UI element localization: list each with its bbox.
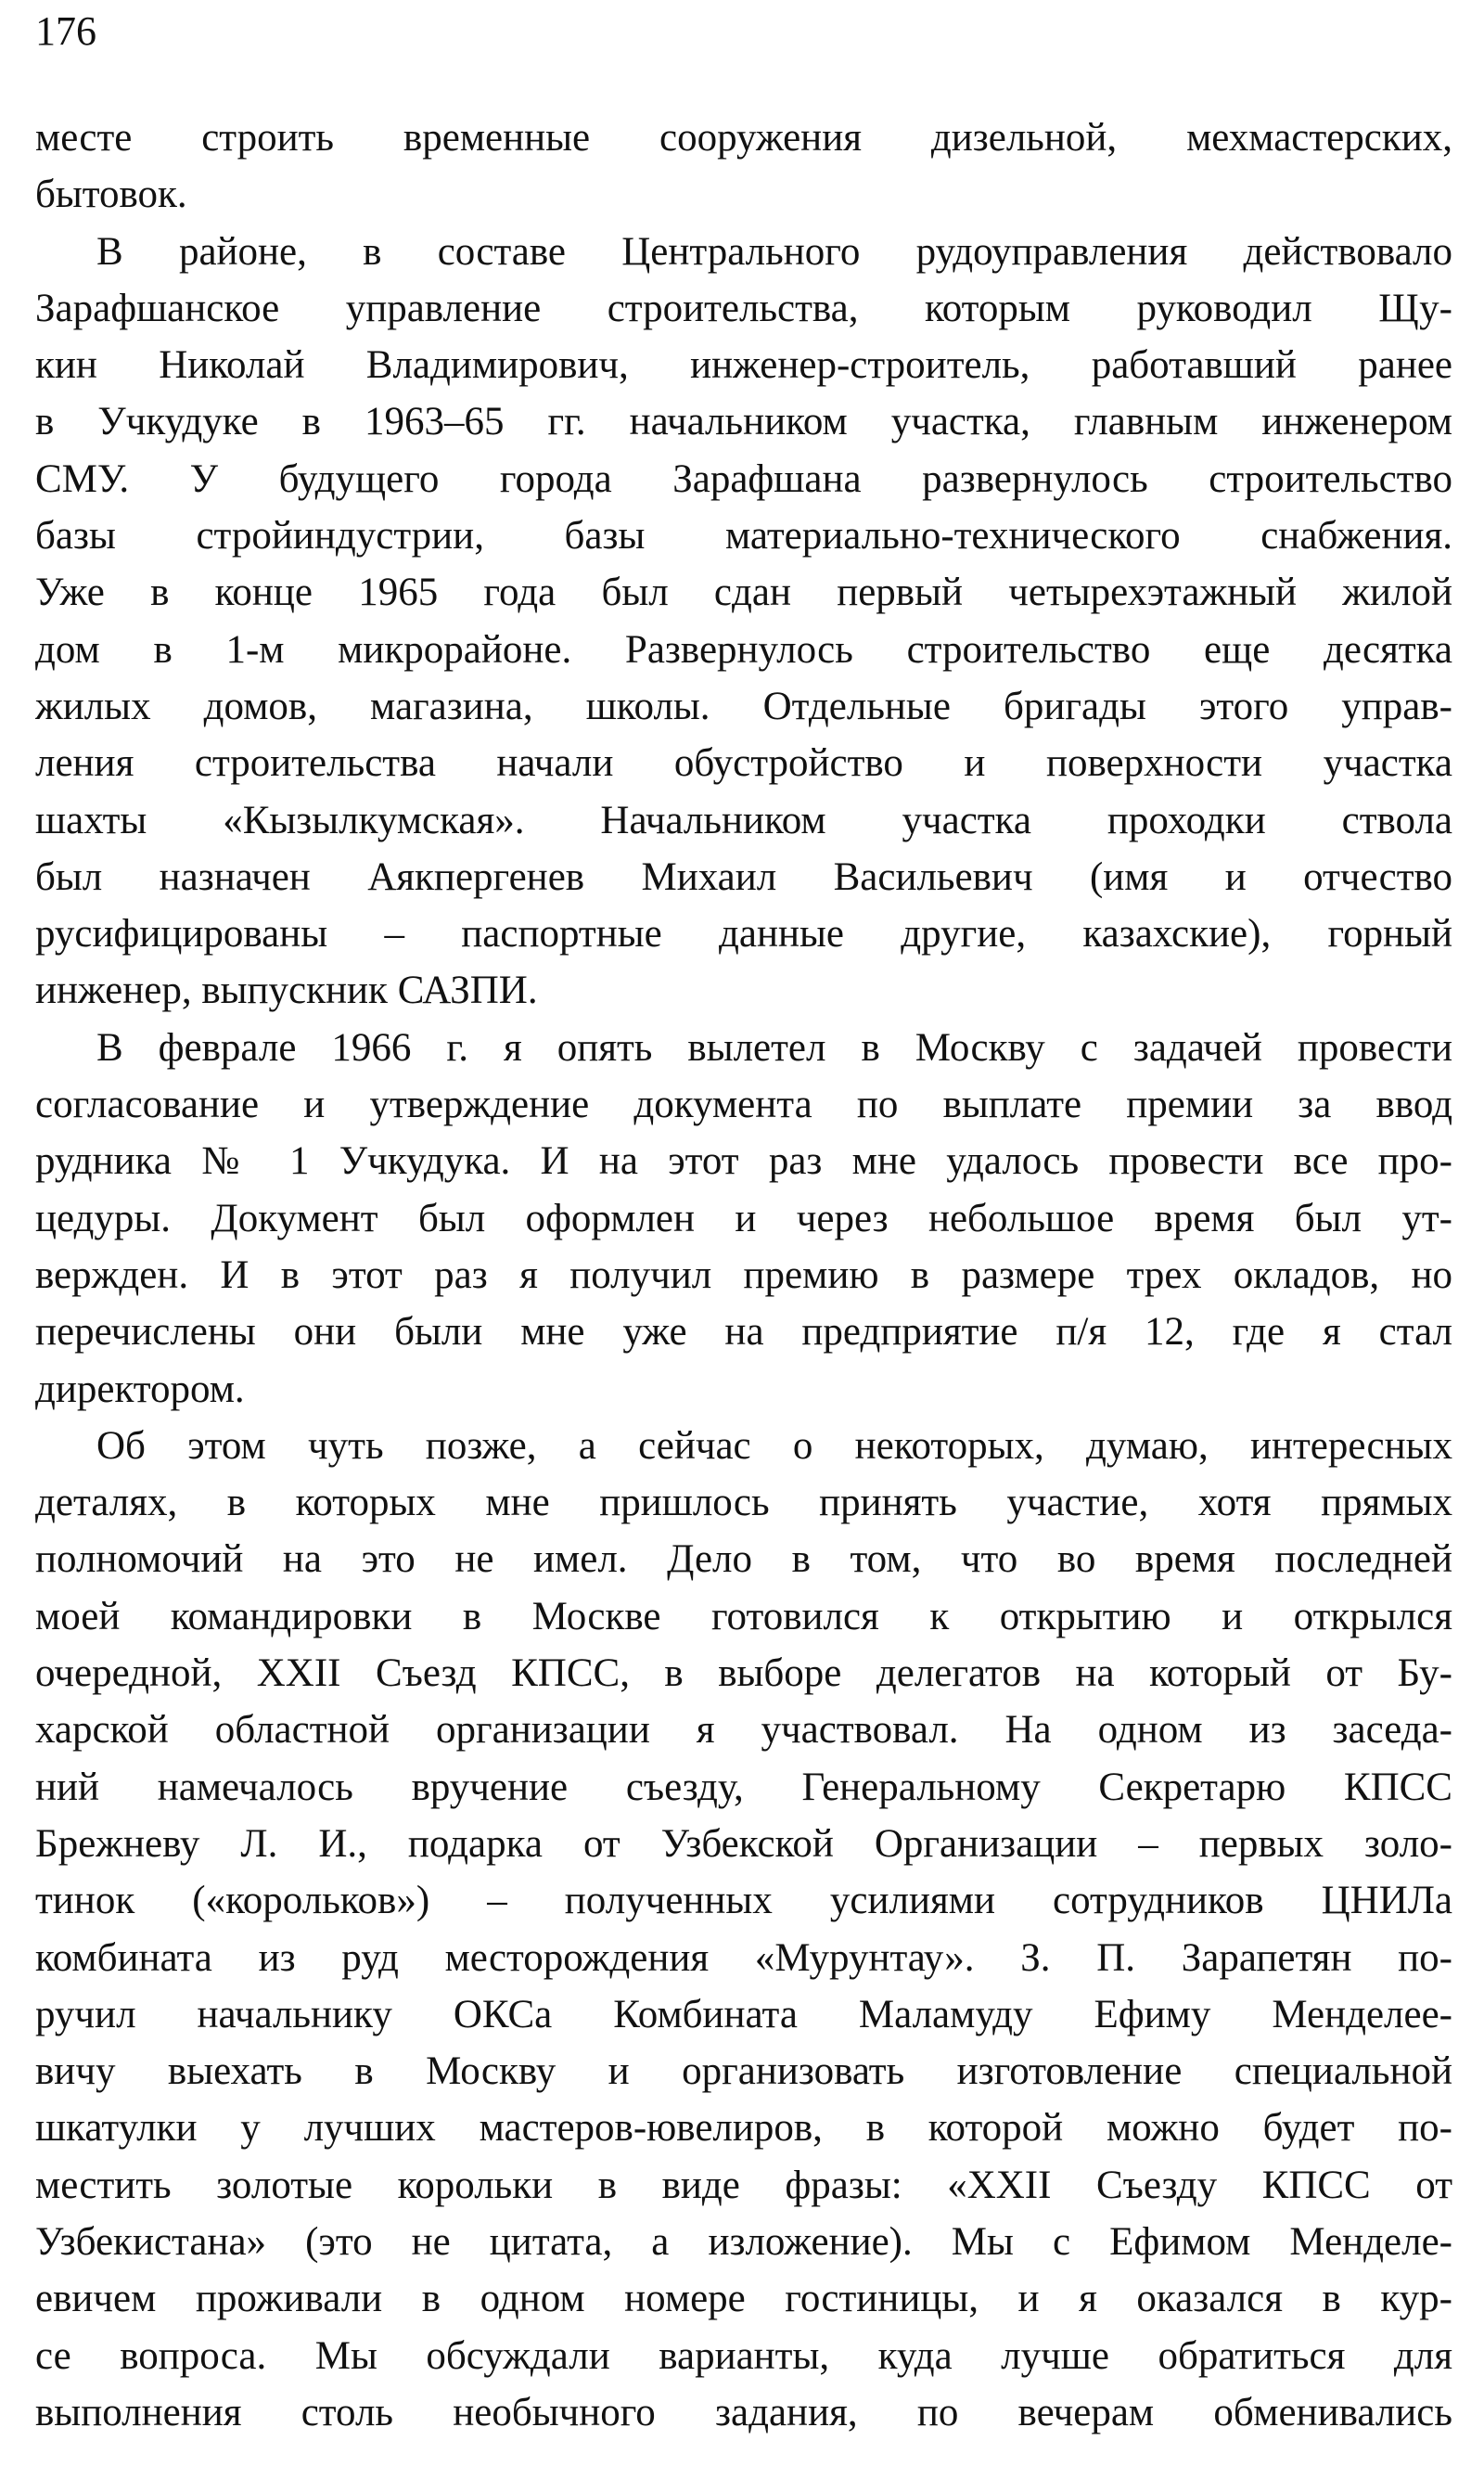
- paragraph-4: [35, 1418, 1452, 2441]
- text-line: шкатулки у лучших мастеров-ювелиров, в которой можно будет по-: [35, 2106, 1452, 2151]
- text-line: В феврале 1966 г. я опять вылетел в Москву с задачей провести: [96, 1025, 1452, 1070]
- text-line: деталях, в которых мне пришлось принять участие, хотя прямых: [35, 1481, 1452, 1525]
- text-line: бытовок.: [35, 173, 187, 217]
- text-line: харской областной организации я участвовал. На одном из заседа-: [35, 1708, 1452, 1753]
- text-line: рудника № 1 Учкудука. И на этот раз мне удалось провести все про-: [35, 1139, 1452, 1184]
- text-line: дом в 1-м микрорайоне. Развернулось строительство еще десятка: [35, 627, 1452, 672]
- text-line: кин Николай Владимирович, инженер-строитель, работавший ранее: [35, 343, 1452, 388]
- text-line: перечислены они были мне уже на предприятие п/я 12, где я стал: [35, 1310, 1452, 1355]
- paragraph-1: [35, 109, 1452, 224]
- text-line: ления строительства начали обустройство и поверхности участка: [35, 741, 1452, 786]
- text-line: Об этом чуть позже, а сейчас о некоторых, думаю, интересных: [96, 1423, 1452, 1468]
- text-line: базы стройиндустрии, базы материально-технического снабжения.: [35, 514, 1452, 559]
- text-line: вичу выехать в Москву и организовать изготовление специальной: [35, 2049, 1452, 2094]
- text-line: Узбекистана» (это не цитата, а изложение). Мы с Ефимом Менделе-: [35, 2219, 1452, 2264]
- text-line: был назначен Аякпергенев Михаил Васильевич (имя и отчество: [35, 854, 1452, 899]
- text-line: ний намечалось вручение съезду, Генеральному Секретарю КПСС: [35, 1765, 1452, 1809]
- text-line: местить золотые корольки в виде фразы: «XXII Съезду КПСС от: [35, 2163, 1452, 2207]
- text-line: евичем проживали в одном номере гостиницы, и я оказался в кур-: [35, 2277, 1452, 2321]
- text-line: месте строить временные сооружения дизельной, мехмастерских,: [35, 116, 1452, 160]
- paragraph-2: [35, 224, 1452, 1020]
- text-line: директором.: [35, 1367, 245, 1411]
- text-line: русифицированы – паспортные данные другие, казахские), горный: [35, 912, 1452, 957]
- text-line: моей командировки в Москве готовился к открытию и открылся: [35, 1594, 1452, 1638]
- text-line: В районе, в составе Центрального рудоуправления действовало: [96, 229, 1452, 274]
- text-line: согласование и утверждение документа по выплате премии за ввод: [35, 1083, 1452, 1127]
- text-line: комбината из руд месторождения «Мурунтау». З. П. Зарапетян по-: [35, 1935, 1452, 1980]
- text-line: жилых домов, магазина, школы. Отдельные бригады этого управ-: [35, 684, 1452, 728]
- text-line: Брежневу Л. И., подарка от Узбекской Организации – первых золо-: [35, 1821, 1452, 1866]
- page-number: 176: [35, 8, 96, 54]
- text-line: Уже в конце 1965 года был сдан первый четырехэтажный жилой: [35, 571, 1452, 615]
- paragraph-3: [35, 1020, 1452, 1418]
- text-line: ручил начальнику ОКСа Комбината Маламуду Ефиму Менделее-: [35, 1992, 1452, 2036]
- text-line: шахты «Кызылкумская». Начальником участка проходки ствола: [35, 798, 1452, 842]
- text-line: вержден. И в этот раз я получил премию в размере трех окладов, но: [35, 1252, 1452, 1297]
- text-body: [35, 109, 1452, 2441]
- text-line: СМУ. У будущего города Зарафшана развернулось строительство: [35, 456, 1452, 501]
- text-line: выполнения столь необычного задания, по вечерам обменивались: [35, 2390, 1452, 2434]
- text-line: в Учкудуке в 1963–65 гг. начальником участка, главным инженером: [35, 400, 1452, 444]
- text-line: инженер, выпускник САЗПИ.: [35, 969, 538, 1013]
- text-line: очередной, XXII Съезд КПСС, в выборе делегатов на который от Бу-: [35, 1651, 1452, 1696]
- text-line: се вопроса. Мы обсуждали варианты, куда лучше обратиться для: [35, 2333, 1452, 2378]
- text-line: тинок («корольков») – полученных усилиями сотрудников ЦНИЛа: [35, 1879, 1452, 1923]
- text-line: цедуры. Документ был оформлен и через небольшое время был ут-: [35, 1196, 1452, 1240]
- text-line: Зарафшанское управление строительства, которым руководил Щу-: [35, 286, 1452, 330]
- text-line: полномочий на это не имел. Дело в том, что во время последней: [35, 1537, 1452, 1582]
